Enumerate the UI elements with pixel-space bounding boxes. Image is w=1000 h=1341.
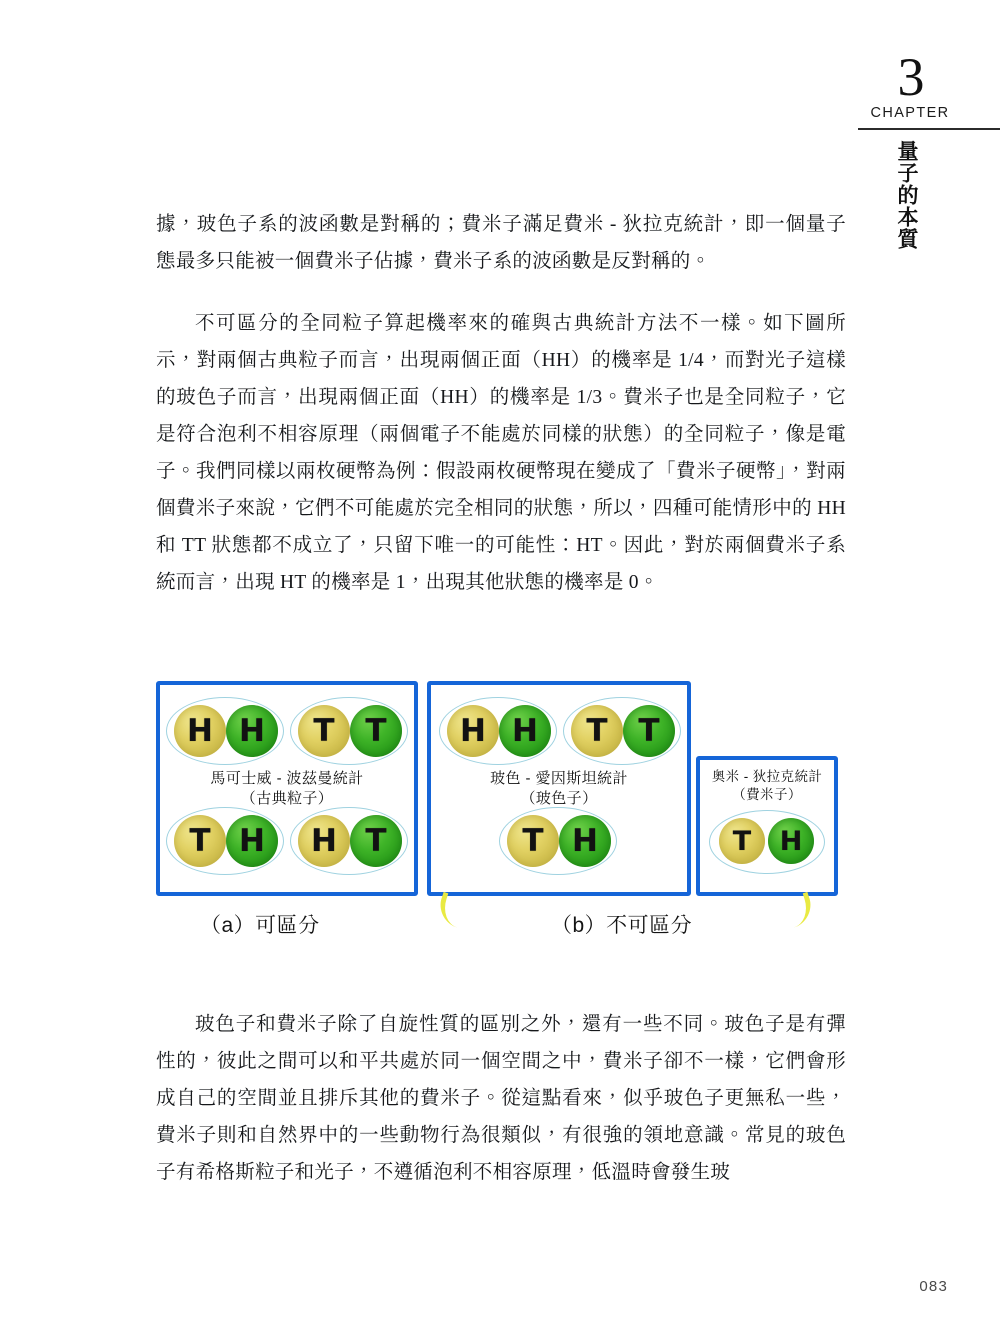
coin-face: T bbox=[350, 815, 402, 867]
figure-box-c-label-line1: 奧米 - 狄拉克統計 bbox=[711, 769, 823, 784]
figure-box-c-label-line2: （費米子） bbox=[732, 787, 802, 802]
coin-face: H bbox=[226, 815, 278, 867]
coin-face: T bbox=[350, 705, 402, 757]
figure-box-fermi-dirac bbox=[696, 756, 838, 896]
figure-box-b-label-line2: （玻色子） bbox=[520, 790, 598, 807]
coin-face: H bbox=[298, 815, 350, 867]
coin-face: T bbox=[719, 818, 765, 864]
coin-face: H bbox=[768, 818, 814, 864]
figure-box-a-label-line2: （古典粒子） bbox=[240, 790, 334, 807]
coin-face: H bbox=[559, 815, 611, 867]
coin-face: H bbox=[499, 705, 551, 757]
paragraph-2: 不可區分的全同粒子算起機率來的確與古典統計方法不一樣。如下圖所示，對兩個古典粒子而言，出現兩個正面（HH）的機率是 1/4，而對光子這樣的玻色子而言，出現兩個正面（HH）的機率是 1/3。費米子也是全同粒子，它是符合泡利不相容原理（兩個電子不能處於同樣的狀態）的全同粒子，像是電子。我們同樣以兩枚硬幣為例：假設兩枚硬幣現在變成了「費米子硬幣」，對兩個費米子來說，它們不可能處於完全相同的狀態，所以，四種可能情形中的 HH 和 TT 狀態都不成立了，只留下唯一的可能性：HT。因此，對於兩個費米子系統而言，出現 HT 的機率是 1，出現其他狀態的機率是 0。 bbox=[156, 313, 846, 593]
figure-box-maxwell-boltzmann bbox=[156, 681, 418, 896]
coin-face: H bbox=[174, 705, 226, 757]
statistics-figure bbox=[156, 681, 846, 961]
coin-face: T bbox=[298, 705, 350, 757]
coin-face: T bbox=[507, 815, 559, 867]
chapter-number: 3 bbox=[897, 47, 925, 107]
brace-mark-right-icon bbox=[770, 892, 816, 933]
chapter-vertical-title: 量子的本質 bbox=[895, 140, 918, 250]
figure-box-a-label-line1: 馬可士威 - 波茲曼統計 bbox=[210, 770, 364, 787]
page-number: 083 bbox=[919, 1278, 948, 1295]
chapter-word-label: CHAPTER bbox=[870, 105, 950, 122]
coin-face: T bbox=[174, 815, 226, 867]
brace-mark-left-icon bbox=[434, 892, 480, 933]
coin-face: T bbox=[623, 705, 675, 757]
chapter-header bbox=[850, 47, 1000, 122]
figure-box-bose-einstein bbox=[427, 681, 691, 896]
figure-caption-a: （a）可區分 bbox=[200, 914, 320, 937]
coin-face: H bbox=[447, 705, 499, 757]
coin-face: H bbox=[226, 705, 278, 757]
paragraph-3: 玻色子和費米子除了自旋性質的區別之外，還有一些不同。玻色子是有彈性的，彼此之間可以和平共處於同一個空間之中，費米子卻不一樣，它們會形成自己的空間並且排斥其他的費米子。從這點看來，似乎玻色子更無私一些，費米子則和自然界中的一些動物行為很類似，有很強的領地意識。常見的玻色子有希格斯粒子和光子，不遵循泡利不相容原理，低溫時會發生玻 bbox=[156, 1014, 846, 1183]
header-divider-rule bbox=[858, 128, 1000, 130]
paragraph-1: 據，玻色子系的波函數是對稱的；費米子滿足費米 - 狄拉克統計，即一個量子態最多只能被一個費米子佔據，費米子系的波函數是反對稱的。 bbox=[156, 214, 846, 272]
figure-box-b-label-line1: 玻色 - 愛因斯坦統計 bbox=[490, 770, 628, 787]
figure-caption-b: （b）不可區分 bbox=[551, 914, 693, 937]
coin-face: T bbox=[571, 705, 623, 757]
